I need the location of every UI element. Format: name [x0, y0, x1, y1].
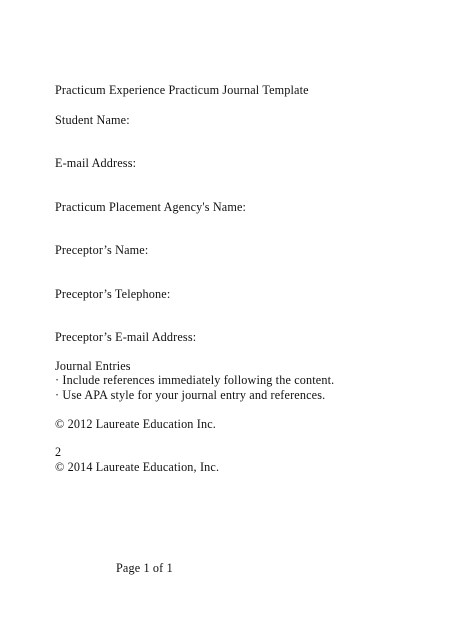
journal-bullet-2: · Use APA style for your journal entry and references. [55, 388, 326, 402]
page-number-mark: 2 [55, 445, 62, 459]
journal-bullet-1: · Include references immediately following the content. [55, 373, 335, 387]
journal-entries-heading: Journal Entries [55, 359, 131, 373]
email-address-label: E-mail Address: [55, 156, 137, 170]
document-title: Practicum Experience Practicum Journal Template [55, 83, 309, 97]
preceptor-telephone-label: Preceptor’s Telephone: [55, 287, 171, 301]
student-name-label: Student Name: [55, 113, 130, 127]
agency-name-label: Practicum Placement Agency's Name: [55, 200, 247, 214]
preceptor-email-label: Preceptor’s E-mail Address: [55, 330, 197, 344]
preceptor-name-label: Preceptor’s Name: [55, 243, 149, 257]
copyright-2012: © 2012 Laureate Education Inc. [55, 417, 216, 431]
page-footer: Page 1 of 1 [116, 561, 173, 575]
copyright-2014: © 2014 Laureate Education, Inc. [55, 460, 220, 474]
